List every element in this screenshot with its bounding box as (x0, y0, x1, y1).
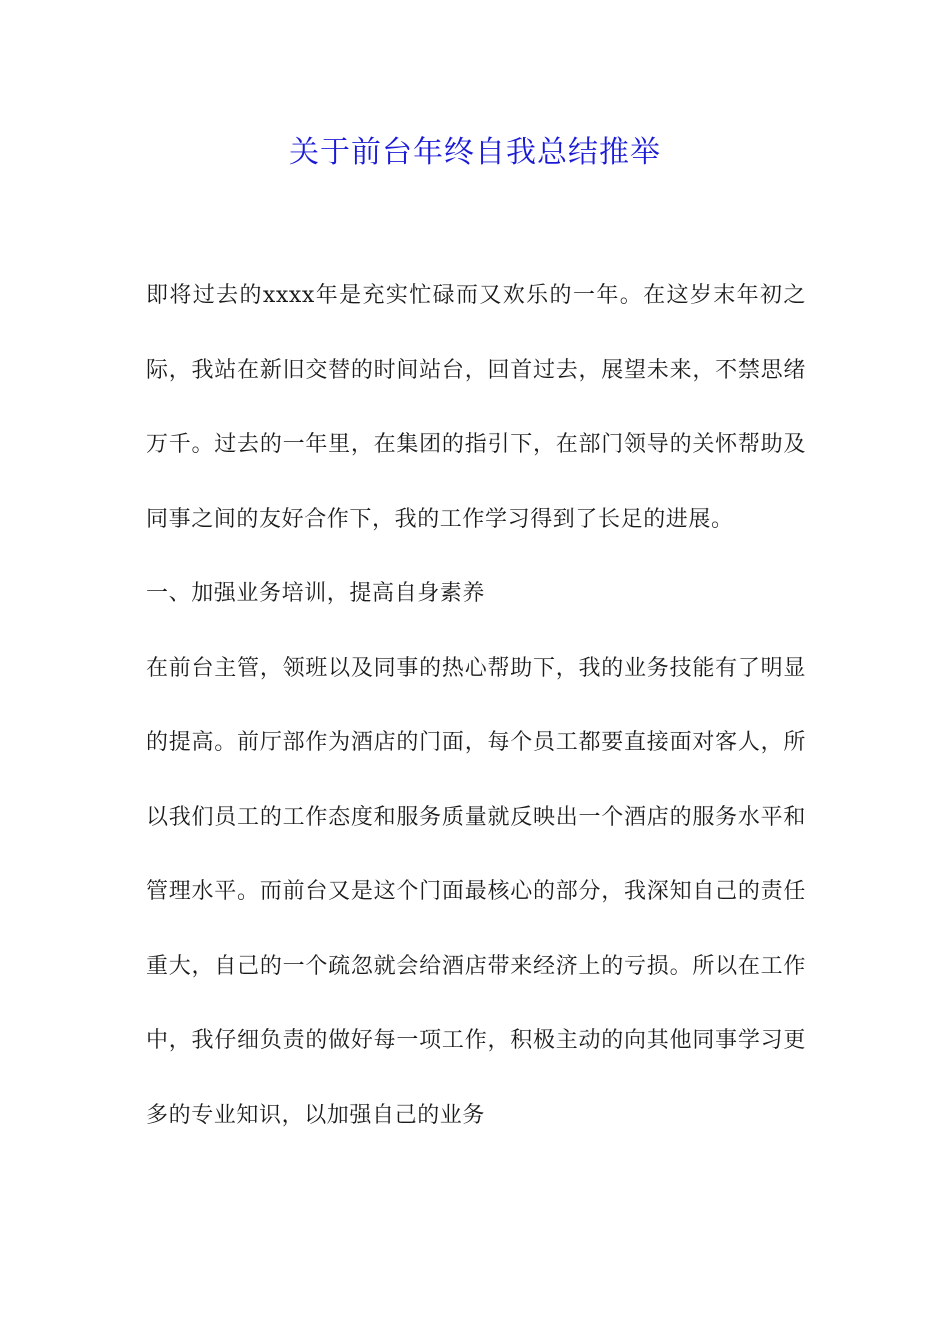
paragraph-section-1: 在前台主管，领班以及同事的热心帮助下，我的业务技能有了明显的提高。前厅部作为酒店的门面，每个员工都要直接面对客人，所以我们员工的工作态度和服务质量就反映出一个酒店的服务水平和管理水平。而前台又是这个门面最核心的部分，我深知自己的责任重大，自己的一个疏忽就会给酒店带来经济上的亏损。所以在工作中，我仔细负责的做好每一项工作，积极主动的向其他同事学习更多的专业知识，以加强自己的业务 (146, 655, 806, 1128)
document-title: 关于前台年终自我总结推举 (289, 135, 661, 170)
section-heading-1: 一、加强业务培训，提高自身素养 (146, 581, 486, 606)
paragraph-intro: 即将过去的xxxx年是充实忙碌而又欢乐的一年。在这岁末年初之际，我站在新旧交替的时间站台，回首过去，展望未来，不禁思绪万千。过去的一年里，在集团的指引下，在部门领导的关怀帮助及同事之间的友好合作下，我的工作学习得到了长足的进展。 (146, 283, 806, 532)
document-body (146, 259, 806, 1153)
